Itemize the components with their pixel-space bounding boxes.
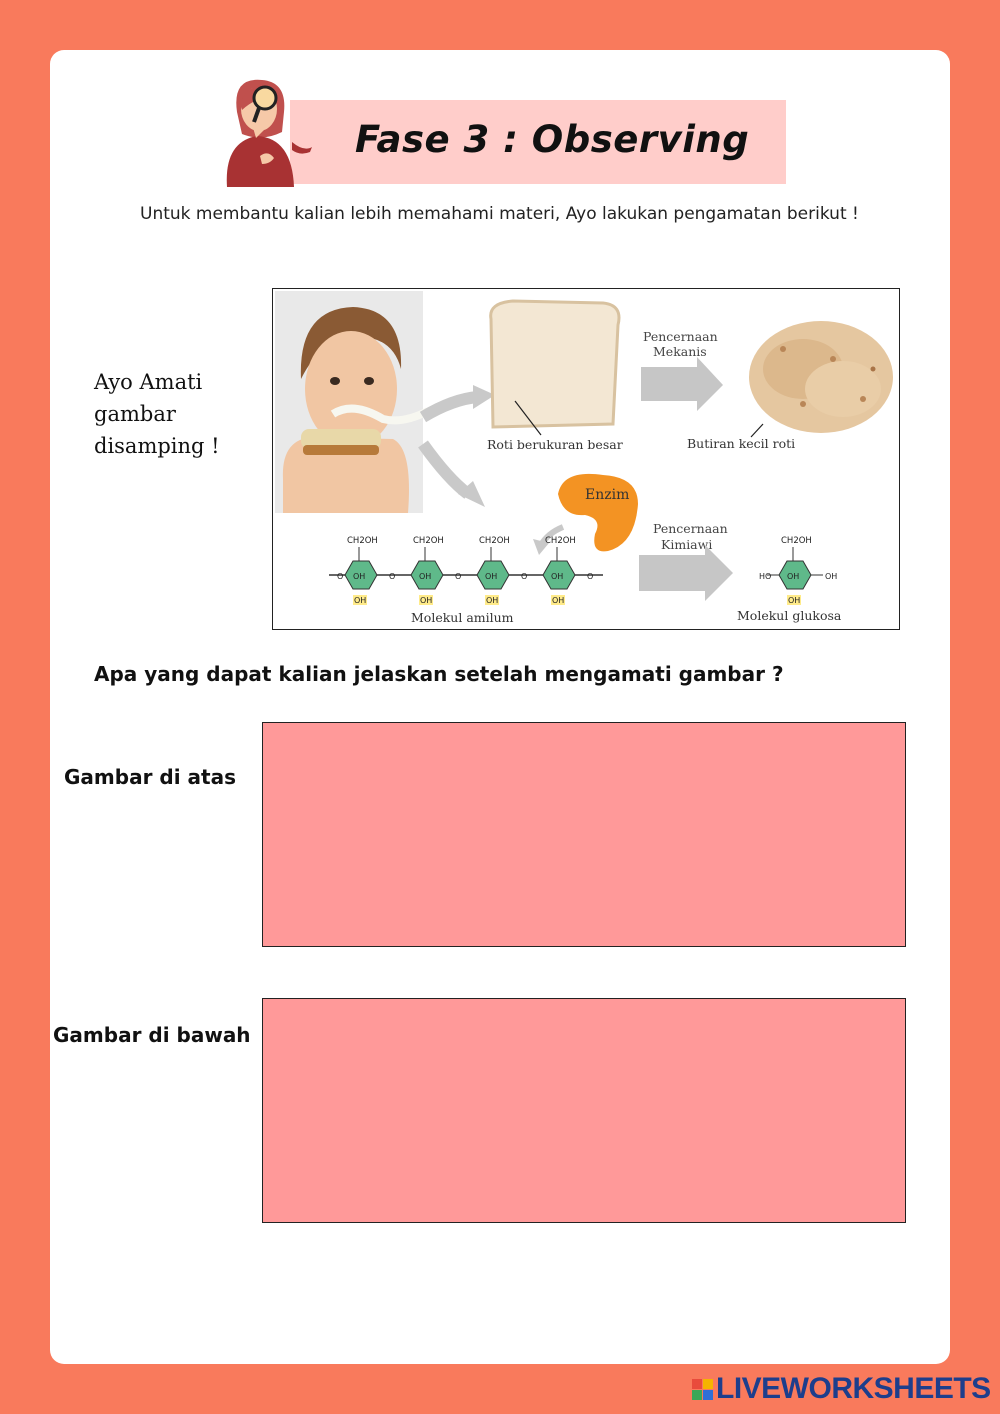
crumbs-label: Butiran kecil roti xyxy=(687,436,796,451)
girl-magnifier-illustration xyxy=(212,72,322,187)
oh-label: OH xyxy=(354,596,367,605)
digestion-diagram xyxy=(272,288,900,630)
page-title: Fase 3 : Observing xyxy=(355,118,750,161)
oh-label: OH xyxy=(420,596,433,605)
enzyme-label: Enzim xyxy=(585,487,630,503)
oh-label: OH xyxy=(485,572,498,581)
oh-label: OH xyxy=(787,572,800,581)
ch2oh-label: CH2OH xyxy=(479,536,510,546)
ch2oh-label: CH2OH xyxy=(545,536,576,546)
oxygen-label: O xyxy=(337,572,344,581)
oxygen-label: O xyxy=(521,572,528,581)
glucose-label: Molekul glukosa xyxy=(737,608,842,623)
question-text: Apa yang dapat kalian jelaskan setelah mengamati gambar ? xyxy=(94,662,784,686)
oh-label: OH xyxy=(486,596,499,605)
observe-prompt xyxy=(94,366,254,462)
bread-label: Roti berukuran besar xyxy=(487,437,623,452)
observe-prompt-line: disamping ! xyxy=(94,434,220,458)
ho-label: HO xyxy=(759,572,772,581)
answer-label-top: Gambar di atas xyxy=(64,765,236,789)
mechanical-label: Pencernaan xyxy=(643,329,718,344)
amilum-label: Molekul amilum xyxy=(411,610,514,625)
chemical-label: Kimiawi xyxy=(661,537,713,552)
bread-slice-image xyxy=(491,301,619,435)
oxygen-label: O xyxy=(587,572,594,581)
oh-label: OH xyxy=(551,572,564,581)
ch2oh-label: CH2OH xyxy=(347,536,378,546)
intro-text: Untuk membantu kalian lebih memahami materi, Ayo lakukan pengamatan berikut ! xyxy=(140,204,859,224)
mechanical-label: Mekanis xyxy=(653,344,707,359)
ch2oh-label: CH2OH xyxy=(413,536,444,546)
oh-label: OH xyxy=(353,572,366,581)
boy-eating-photo xyxy=(275,291,428,513)
oxygen-label: O xyxy=(455,572,462,581)
oh-label: OH xyxy=(788,596,801,605)
observe-prompt-line: gambar xyxy=(94,402,176,426)
observe-prompt-line: Ayo Amati xyxy=(94,370,203,394)
glucose-molecule xyxy=(759,536,837,605)
oh-label: OH xyxy=(552,596,565,605)
ch2oh-label: CH2OH xyxy=(781,536,812,546)
bread-crumbs-image xyxy=(749,321,893,437)
chemical-arrow xyxy=(639,545,733,601)
answer-box-bottom[interactable] xyxy=(262,998,906,1223)
amilum-molecule xyxy=(329,536,603,605)
chemical-label: Pencernaan xyxy=(653,521,728,536)
brand-text: LIVEWORKSHEETS xyxy=(716,1372,991,1405)
answer-label-bottom: Gambar di bawah xyxy=(53,1023,251,1047)
brand-wordmark xyxy=(690,1372,991,1406)
oh-label: OH xyxy=(419,572,432,581)
mechanical-arrow xyxy=(641,357,723,411)
oh-label: OH xyxy=(825,572,838,581)
oxygen-label: O xyxy=(389,572,396,581)
answer-box-top[interactable] xyxy=(262,722,906,947)
